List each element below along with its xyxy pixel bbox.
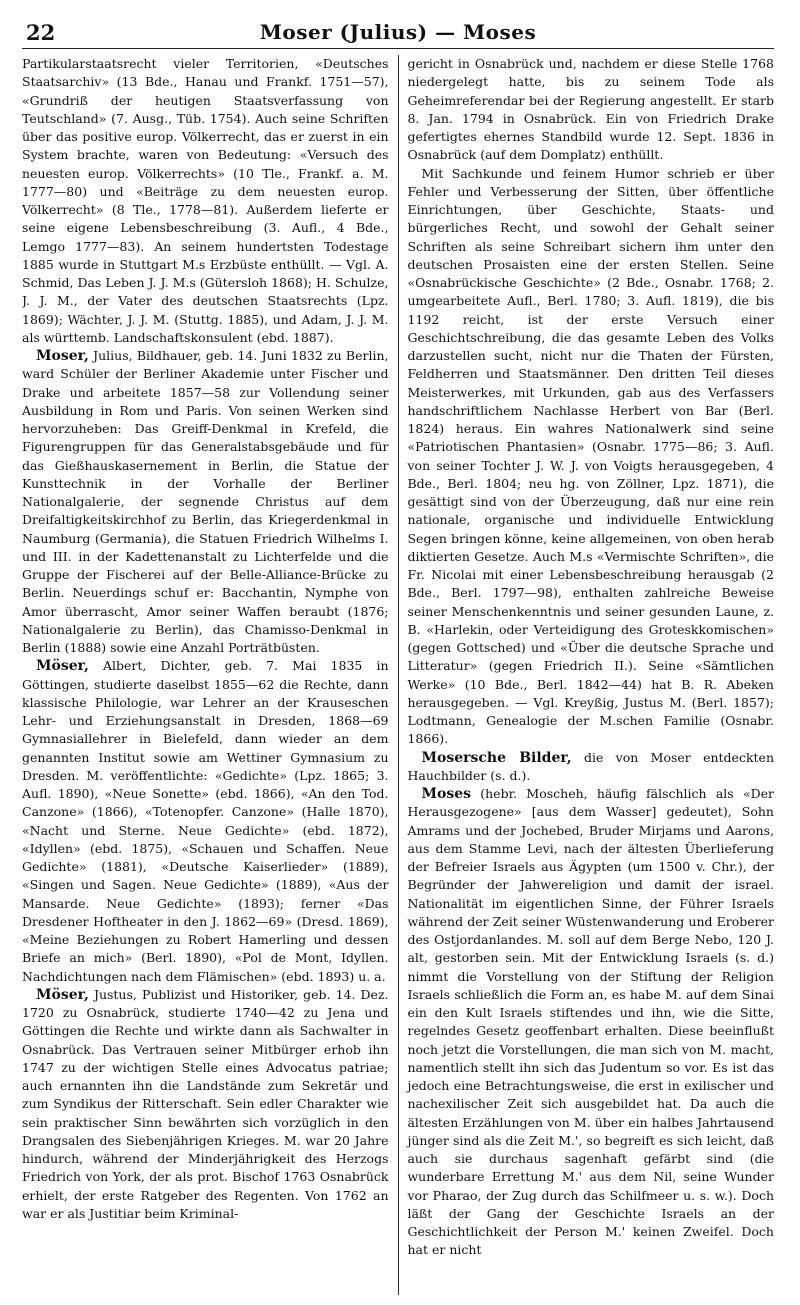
entry-moser-julius: [22, 347, 389, 657]
entry-mosersche-bilder: [407, 749, 774, 786]
page-number: 22: [26, 20, 56, 45]
entry-text: Mit Sachkunde und feinem Humor schrieb er über Fehler und Verbesserung der Sitten, über öffentliche Einrichtungen, über Geschichte, Staats- und bürgerliches Recht, und sowohl der Gehalt seiner Schriften als seine Schreibart sichern ihm unter den deutschen Prosaisten eine der ersten Stellen. Seine «Osnabrückische Geschichte» (2 Bde., Osnabr. 1768; 2. umgearbeitete Aufl., Berl. 1780; 3. Aufl. 1819), die bis 1192 reicht, ist der erste Versuch einer Geschichtschreibung, die das gesamte Leben des Volks darzustellen sucht, nicht nur die Thaten der Fürsten, Feldherren und Staatsmänner. Den dritten Teil dieses Meisterwerkes, mit Urkunden, gab aus des Verfassers handschriftlichem Nachlasse Herbert von Bar (Berl. 1824) heraus. Ein wahres Nationalwerk sind seine «Patriotischen Phantasien» (Osnabr. 1775—86; 3. Aufl. von seiner Tochter J. W. J. von Voigts herausgegeben, 4 Bde., Berl. 1804; neu hg. von Zöllner, Lpz. 1871), die gesättigt sind von der Überzeugung, daß nur eine rein nationale, organische und individuelle Entwicklung Segen bringen könne, keine allgemeinen, von oben herab diktierten Gesetze. Auch M.s «Vermischte Schriften», die Fr. Nicolai mit einer Lebensbeschreibung herausgab (2 Bde., Berl. 1797—98), enthalten zahlreiche Beweise seiner Menschenkenntnis und seiner gesunden Laune, z. B. «Harlekin, oder Verteidigung des Groteskkomischen» (gegen Gottsched) und «Über die deutsche Sprache und Litteratur» (gegen Friedrich II.). Seine «Sämtlichen Werke» (10 Bde., Berl. 1842—44) hat B. R. Abeken herausgegeben. — Vgl. Kreyßig, Justus M. (Berl. 1857); Lodtmann, Genealogie der M.schen Familie (Osnabr. 1866).: [407, 165, 774, 747]
entry-headword: Mosersche Bilder,: [421, 749, 572, 766]
right-column: [398, 55, 774, 1295]
entry-text: gericht in Osnabrück und, nachdem er diese Stelle 1768 niedergelegt hatte, bis zu seinem Tode als Geheimreferendar bei der Regierung angestellt. Er starb 8. Jan. 1794 in Osnabrück. Ein von Friedrich Drake gefertigtes ehernes Standbild wurde 12. Sept. 1836 in Osnabrück (auf dem Domplatz) enthüllt.: [407, 56, 774, 163]
entry-headword: Möser,: [36, 658, 89, 675]
entry-text: Julius, Bildhauer, geb. 14. Juni 1832 zu Berlin, ward Schüler der Berliner Akademie unter Fischer und Drake und arbeitete 1857—58 zur Vollendung seiner Ausbildung in Rom und Paris. Von seinen Werken sind hervorzuheben: Das Greiff-Denkmal in Krefeld, die Figurengruppen für das Generalstabsgebäude und für das Gießhauskasernement in Berlin, die Statue der Kunsttechnik in der Vorhalle der Berliner Nationalgalerie, der segnende Christus auf dem Dreifaltigkeitskirchhof zu Berlin, das Kriegerdenkmal in Naumburg (Germania), die Statuen Friedrich Wilhelms I. und III. in der Kadettenanstalt zu Lichterfelde und die Gruppe der Fischerei auf der Belle-Alliance-Brücke zu Berlin. Neuerdings schuf er: Bacchantin, Nymphe von Amor überrascht, Amor seiner Waffen beraubt (1876; Nationalgalerie zu Berlin), das Chamisso-Denkmal in Berlin (1888) sowie eine Anzahl Porträtbüsten.: [22, 348, 389, 655]
entry-moeser-albert: [22, 657, 389, 986]
entry-text: die von Moser entdeckten Hauchbilder (s. d.).: [407, 749, 774, 783]
running-head: Moser (Julius) — Moses: [259, 20, 537, 44]
entry-moses: [407, 785, 774, 1260]
entry-text: Partikularstaatsrecht vieler Territorien, «Deutsches Staatsarchiv» (13 Bde., Hanau und Frankf. 1751—57), «Grundriß der heutigen Staatsverfassung von Teutschland» (7. Ausg., Tüb. 1754). Auch seine Schriften über das positive europ. Völkerrecht, das er zuerst in ein System brachte, waren von Bedeutung: «Versuch des neuesten europ. Völkerrechts» (10 Tle., Frankf. a. M. 1777—80) und «Beiträge zu dem neuesten europ. Völkerrecht» (8 Tle., 1778—81). Außerdem lieferte er seine eigene Lebensbeschreibung (3. Aufl., 4 Bde., Lemgo 1777—83). An seinem hundertsten Todestage 1885 wurde in Stuttgart M.s Erzbüste enthüllt. — Vgl. A. Schmid, Das Leben J. J. M.s (Gütersloh 1868); H. Schulze, J. J. M., der Vater des deutschen Staatsrechts (Lpz. 1869); Wächter, J. J. M. (Stuttg. 1885), und Adam, J. J. M. als württemb. Landschaftskonsulent (ebd. 1887).: [22, 56, 389, 345]
entry-text: Justus, Publizist und Historiker, geb. 14. Dez. 1720 zu Osnabrück, studierte 1740—42 zu Jena und Göttingen die Rechte und wirkte dann als Sachwalter in Osnabrück. Das Vertrauen seiner Mitbürger erhob ihn 1747 zu der wichtigen Stelle eines Advocatus patriae; auch ernannten ihn die Landstände zum Sekretär und zum Syndikus der Ritterschaft. Sein edler Charakter wie sein praktischer Sinn bewährten sich vorzüglich in den Drangsalen des Siebenjährigen Krieges. M. war 20 Jahre hindurch, während der Minderjährigkeit des Herzogs Friedrich von York, der als prot. Bischof 1763 Osnabrück erhielt, der erste Ratgeber des Regenten. Von 1762 an war er als Justitiar beim Kriminal-: [22, 986, 389, 1221]
entry-text: Albert, Dichter, geb. 7. Mai 1835 in Göttingen, studierte daselbst 1855—62 die Rechte, dann klassische Philologie, war Lehrer an der Krauseschen Lehr- und Erziehungsanstalt in Dresden, 1868—69 Gymnasiallehrer in Bielefeld, dann wieder an dem genannten Institut sowie am Wettiner Gymnasium zu Dresden. M. veröffentlichte: «Gedichte» (Lpz. 1865; 3. Aufl. 1890), «Neue Sonette» (ebd. 1866), «An den Tod. Canzone» (1866), «Totenopfer. Canzone» (Halle 1870), «Nacht und Sterne. Neue Gedichte» (ebd. 1872), «Idyllen» (ebd. 1875), «Schauen und Schaffen. Neue Gedichte» (1881), «Deutsche Kaiserlieder» (1889), «Singen und Sagen. Neue Gedichte» (1889), «Aus der Mansarde. Neue Gedichte» (1893); ferner «Das Dresdener Hoftheater in den J. 1862—69» (Dresd. 1869), «Meine Beziehungen zu Robert Hamerling und dessen Briefe an mich» (Berl. 1890), «Pol de Mont, Idyllen. Nachdichtungen nach dem Flämischen» (ebd. 1893) u. a.: [22, 658, 389, 984]
page-header: [22, 14, 774, 49]
entry-headword: Moser,: [36, 348, 89, 364]
left-column: [22, 55, 398, 1295]
entry-paragraph: [407, 165, 774, 749]
entry-headword: Moses: [421, 786, 471, 802]
entry-text: (hebr. Moscheh, häufig fälschlich als «Der Herausgezogene» [aus dem Wasser] gedeutet), Sohn Amrams und der Jochebed, Bruder Mirjams und Aarons, aus dem Stamme Levi, nach der ältesten Überlieferung der Befreier Israels aus Ägypten (um 1500 v. Chr.), der Begründer der Jahwereligion und damit der israel. Nationalität im eigentlichen Sinne, der Führer Israels während der Zeit seiner Wüstenwanderung und Eroberer des Ostjordanlandes. M. soll auf dem Berge Nebo, 120 J. alt, gestorben sein. Mit der Entwicklung Israels (s. d.) nimmt die Vorstellung von der Stiftung der Religion Israels schließlich die Form an, es habe M. auf dem Sinai ein den Kult Israels stiftendes und ihn, wie die Sitte, regelndes Gesetz geoffenbart erhalten. Diese beeinflußt noch jetzt die Vorstellungen, die man sich von M. macht, namentlich stellt ihn sich das Judentum so vor. Es ist das jedoch eine Betrachtungsweise, die erst in exilischer und nachexilischer Zeit sich ausgebildet hat. Da auch die ältesten Erzählungen von M. über ein halbes Jahrtausend jünger sind als die Zeit M.', so begreift es sich leicht, daß auch sie durchaus sagenhaft gefärbt sind (die wunderbare Errettung M.' aus dem Nil, seine Wunder vor Pharao, der Zug durch das Schilfmeer u. s. w.). Doch läßt der Gang der Geschichte Israels an der Geschichtlichkeit der Person M.' keinen Zweifel. Doch hat er nicht: [407, 786, 774, 1258]
entry-continuation: [407, 55, 774, 165]
entry-headword: Möser,: [36, 986, 89, 1003]
entry-continuation: [22, 55, 389, 347]
entry-moeser-justus: [22, 986, 389, 1223]
text-columns: [22, 55, 774, 1295]
